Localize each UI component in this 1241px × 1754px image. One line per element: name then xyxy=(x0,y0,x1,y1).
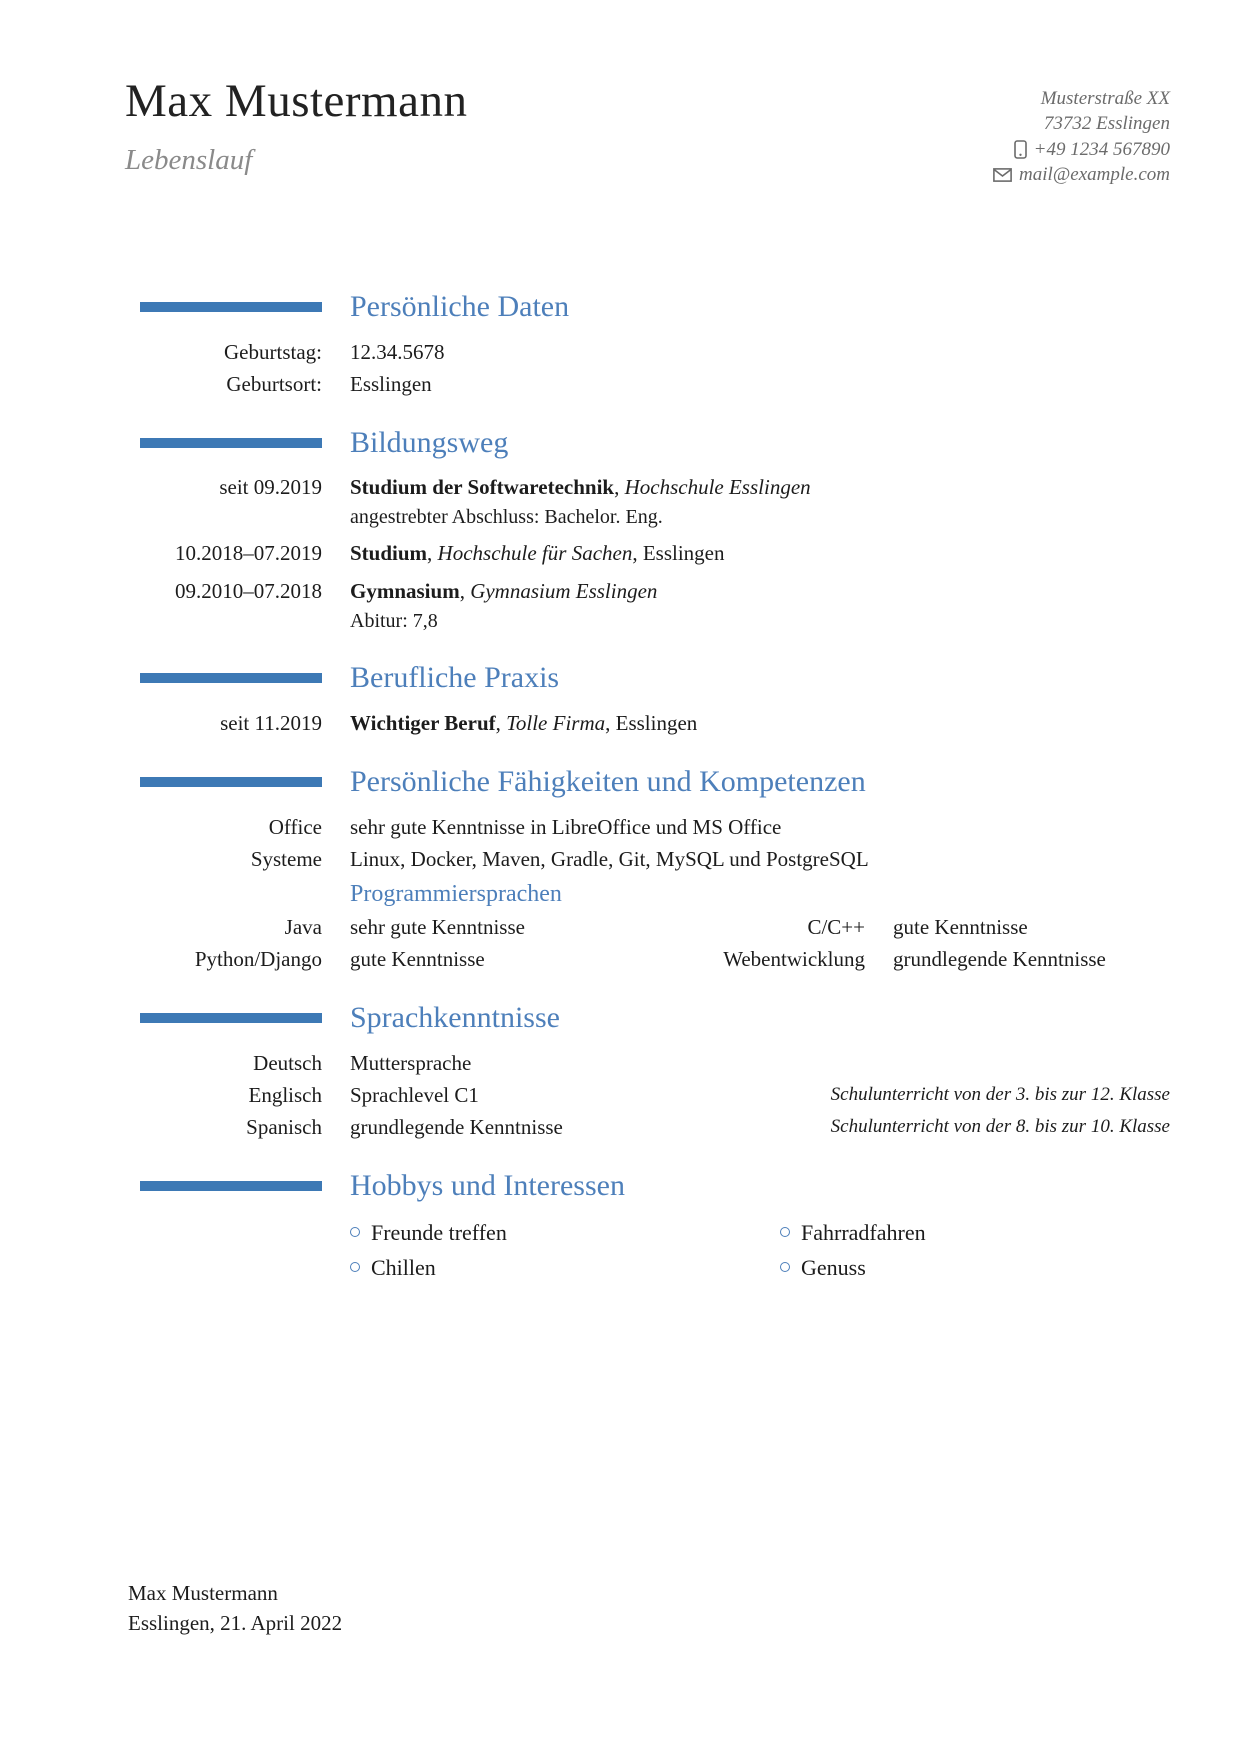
entry-institution: Hochschule Esslingen xyxy=(624,475,811,500)
entry-content xyxy=(350,471,1170,531)
language-row xyxy=(125,1047,1170,1079)
hobby-label: Fahrradfahren xyxy=(801,1219,926,1245)
skill-value-left: sehr gute Kenntnisse xyxy=(350,915,525,939)
section-title: Bildungsweg xyxy=(350,425,509,459)
hobbies-rows xyxy=(125,1215,1170,1285)
language-level: Sprachlevel C1 xyxy=(350,1082,479,1107)
envelope-icon xyxy=(993,168,1012,182)
entry-institution: Hochschule für Sachen xyxy=(437,541,633,566)
skills-subheading-row xyxy=(125,875,1170,911)
section-rule-bar xyxy=(140,1181,322,1191)
document-subtitle: Lebenslauf xyxy=(125,144,253,177)
header xyxy=(125,74,1170,188)
row-label: Systeme xyxy=(250,847,322,871)
hobby-row xyxy=(350,1250,1170,1285)
personal-row-birthplace xyxy=(125,368,1170,400)
identity-block xyxy=(125,74,467,177)
section-rule-bar xyxy=(140,673,322,683)
section-skills xyxy=(125,763,1170,975)
language-row xyxy=(125,1111,1170,1143)
separator: , xyxy=(459,579,471,604)
language-note xyxy=(738,1047,1170,1079)
person-name: Max Mustermann xyxy=(125,75,468,127)
section-title: Hobbys und Interessen xyxy=(350,1168,625,1202)
section-heading xyxy=(125,424,1170,462)
entry-title: Gymnasium xyxy=(350,579,460,604)
entry-headline xyxy=(350,575,1170,607)
section-rule-bar xyxy=(140,438,322,448)
hobby-item xyxy=(350,1250,780,1285)
entry-company: Tolle Firma xyxy=(506,711,606,736)
row-value: Esslingen xyxy=(350,371,432,396)
entry-content xyxy=(350,575,1170,635)
education-entry xyxy=(125,537,1170,569)
skill-label-left: Java xyxy=(284,915,322,939)
entry-headline xyxy=(350,471,1170,503)
education-entry xyxy=(125,575,1170,635)
entry-title: Studium der Softwaretechnik xyxy=(350,475,615,500)
skill-row-systems xyxy=(125,843,1170,875)
hobby-row xyxy=(350,1215,1170,1250)
experience-entry xyxy=(125,707,1170,739)
section-personal-data xyxy=(125,288,1170,400)
section-languages xyxy=(125,999,1170,1143)
section-title: Sprachkenntnisse xyxy=(350,1001,560,1034)
hobby-label: Genuss xyxy=(801,1254,866,1280)
hobby-label: Freunde treffen xyxy=(371,1219,507,1245)
section-title: Berufliche Praxis xyxy=(350,661,560,695)
contact-city xyxy=(993,111,1170,136)
row-label: Office xyxy=(268,815,322,839)
signature-place-date: Esslingen, 21. April 2022 xyxy=(128,1611,343,1635)
skill-label-right: C/C++ xyxy=(807,915,865,939)
row-value: sehr gute Kenntnisse in LibreOffice und MS Office xyxy=(350,815,782,839)
skill-label-left: Python/Django xyxy=(194,947,322,971)
circle-bullet-icon xyxy=(780,1262,790,1272)
education-entry xyxy=(125,471,1170,531)
entry-detail: angestrebter Abschluss: Bachelor. Eng. xyxy=(350,506,663,529)
entry-content xyxy=(350,537,1170,569)
row-value: 12.34.5678 xyxy=(350,339,445,364)
entry-location: , Esslingen xyxy=(632,541,725,566)
hobbies-list xyxy=(350,1215,1170,1285)
section-hobbies xyxy=(125,1167,1170,1285)
phone-number[interactable]: +49 1234 567890 xyxy=(1033,138,1170,160)
contact-phone xyxy=(993,137,1170,162)
language-level: Muttersprache xyxy=(350,1050,472,1075)
separator: , xyxy=(614,475,625,500)
entry-institution: Gymnasium Esslingen xyxy=(470,579,658,604)
skill-value-left: gute Kenntnisse xyxy=(350,947,485,971)
cv-body xyxy=(125,288,1170,1285)
hobby-label: Chillen xyxy=(371,1254,436,1280)
skill-value-right: grundlegende Kenntnisse xyxy=(893,947,1106,971)
language-level: grundlegende Kenntnisse xyxy=(350,1114,563,1139)
circle-bullet-icon xyxy=(350,1227,360,1237)
entry-title: Wichtiger Beruf xyxy=(350,711,496,736)
circle-bullet-icon xyxy=(350,1262,360,1272)
separator: , xyxy=(495,711,507,736)
language-row xyxy=(125,1079,1170,1111)
skill-row-office xyxy=(125,811,1170,843)
section-heading xyxy=(125,288,1170,326)
hobby-item xyxy=(350,1215,780,1250)
skill-pair-row xyxy=(125,943,1170,975)
section-rule-bar xyxy=(140,302,322,312)
section-education xyxy=(125,424,1170,636)
contact-block xyxy=(993,86,1170,188)
entry-headline xyxy=(350,537,1170,569)
language-note: Schulunterricht von der 8. bis zur 10. Klasse xyxy=(830,1115,1170,1137)
mobile-phone-icon xyxy=(1014,140,1027,159)
email-address[interactable]: mail@example.com xyxy=(1019,164,1170,186)
row-label: Geburtsort: xyxy=(226,371,322,396)
skill-value-right: gute Kenntnisse xyxy=(893,915,1028,939)
signature-name: Max Mustermann xyxy=(128,1581,278,1605)
entry-period: seit 11.2019 xyxy=(220,711,322,736)
entry-period: 10.2018–07.2019 xyxy=(175,541,322,566)
section-title: Persönliche Daten xyxy=(350,289,570,323)
circle-bullet-icon xyxy=(780,1227,790,1237)
hobby-item xyxy=(780,1250,1170,1285)
separator: , xyxy=(427,541,438,566)
city-text: 73732 Esslingen xyxy=(1043,113,1170,135)
contact-email xyxy=(993,162,1170,187)
spacer xyxy=(125,1215,322,1285)
skill-pair-row xyxy=(125,911,1170,943)
section-rule-bar xyxy=(140,1013,322,1023)
subsection-title: Programmiersprachen xyxy=(350,881,562,907)
section-heading xyxy=(125,763,1170,801)
skill-label-right: Webentwicklung xyxy=(723,947,865,971)
row-label: Geburtstag: xyxy=(224,339,322,364)
section-title: Persönliche Fähigkeiten und Kompetenzen xyxy=(350,765,866,799)
personal-row-birthday xyxy=(125,336,1170,368)
section-heading xyxy=(125,1167,1170,1205)
entry-period: seit 09.2019 xyxy=(219,475,322,500)
entry-content xyxy=(350,707,1170,739)
section-heading xyxy=(125,659,1170,697)
section-experience xyxy=(125,659,1170,739)
entry-location: , Esslingen xyxy=(605,711,698,736)
section-rule-bar xyxy=(140,777,322,787)
language-name: Deutsch xyxy=(253,1050,322,1075)
language-note: Schulunterricht von der 3. bis zur 12. Klasse xyxy=(830,1083,1170,1105)
language-name: Englisch xyxy=(248,1082,322,1107)
entry-period: 09.2010–07.2018 xyxy=(175,579,322,604)
section-heading xyxy=(125,999,1170,1037)
hobby-item xyxy=(780,1215,1170,1250)
spacer xyxy=(125,875,322,911)
signature-block xyxy=(128,1578,342,1638)
street-text: Musterstraße XX xyxy=(1040,88,1170,109)
entry-detail: Abitur: 7,8 xyxy=(350,610,438,633)
language-name: Spanisch xyxy=(246,1114,322,1139)
entry-title: Studium xyxy=(350,541,428,566)
row-value: Linux, Docker, Maven, Gradle, Git, MySQL und PostgreSQL xyxy=(350,847,869,871)
contact-street xyxy=(993,86,1170,111)
